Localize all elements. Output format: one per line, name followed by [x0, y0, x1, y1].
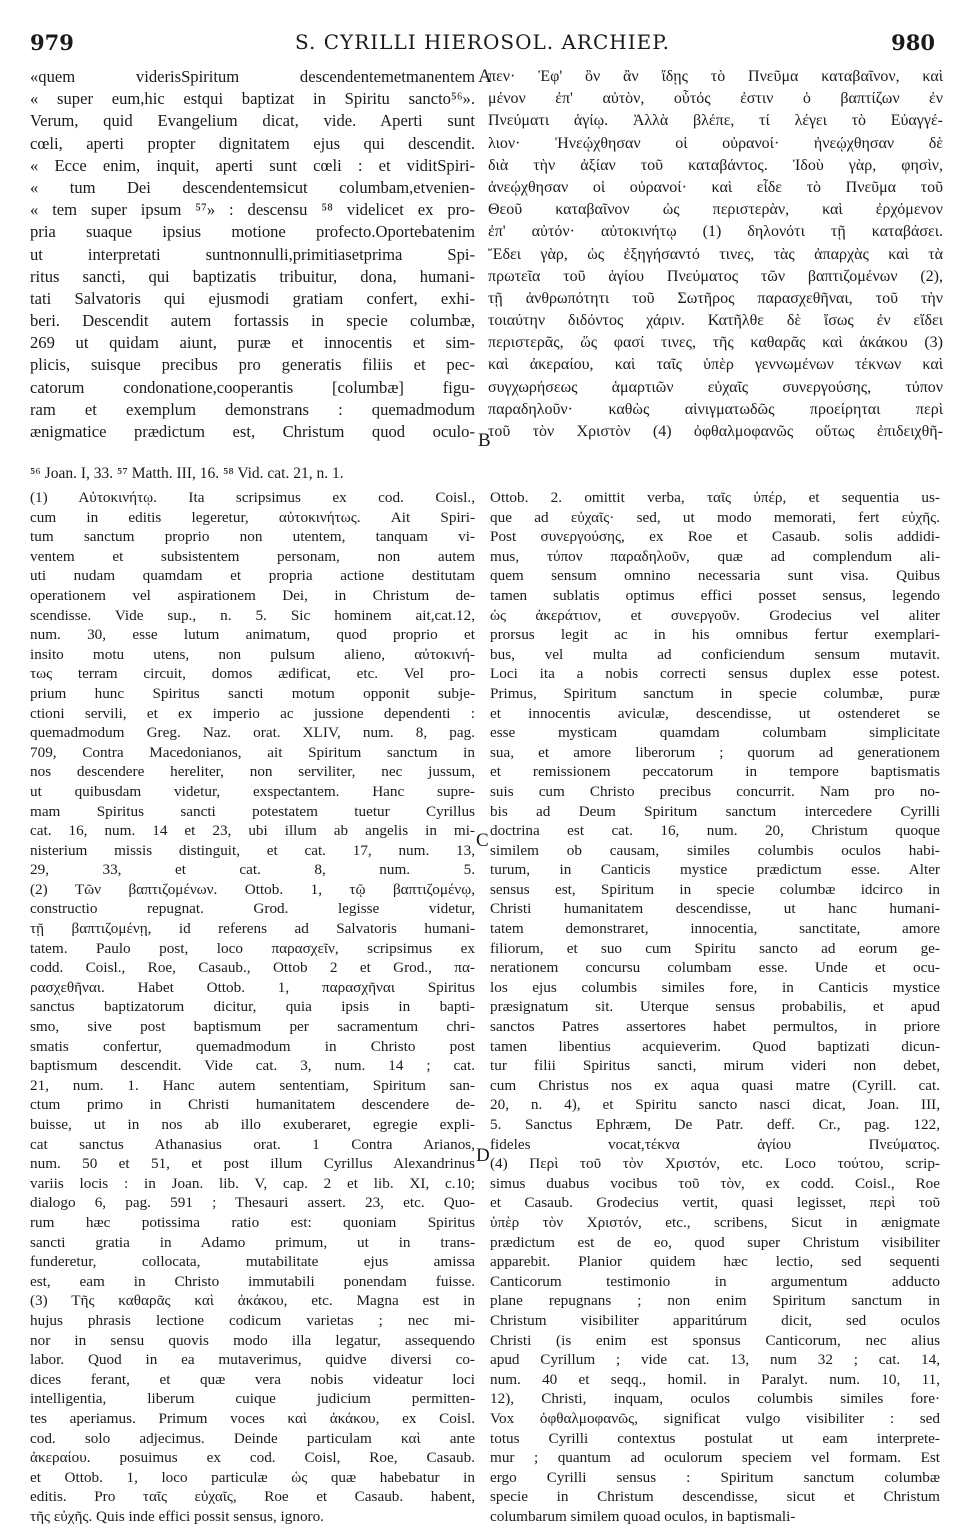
note-line: ὡς ἀκεράτιον, et συνεργοῦν. Grodecius vel aliter [490, 606, 940, 624]
latin-text-line: ritus sancti, qui baptizatis tribuitur, dona, humani- [30, 266, 475, 286]
note-line: bis ad Deum Spiritum sanctum intercedere Cyrilli [490, 802, 940, 820]
greek-text-line: ἀνεῴχθησαν οἱ οὐρανοί· καὶ εἶδε τὸ Πνεῦμα τοῦ [488, 178, 943, 196]
note-line: ctioni servili, et ex imperio ac jussione dependenti : [30, 704, 475, 722]
note-line: similem ob causam, similes columbis oculos habi- [490, 841, 940, 859]
note-line: funderetur, collocata, mutabilitate ejus amissa [30, 1253, 475, 1271]
margin-letter-b: B [478, 430, 491, 451]
note-line: Primus, Spiritum sanctum in specie columbæ, puræ [490, 684, 940, 702]
latin-text-line: 269 ut quidam aiunt, puræ et innocentis et sim- [30, 333, 475, 353]
latin-text-line: pria suaque ipsius motione profecto.Oportebatenim [30, 222, 475, 242]
greek-text-line: Ἔδει γὰρ, ὡς ἐξηγήσαντό τινες, τὰς ἀπαρχὰς καὶ τὰ [488, 245, 943, 263]
note-line: tum sanctum proprio non utentem, tanquam vi- [30, 528, 475, 546]
note-line: nos descendere hereliter, non serviliter, nec jussum, [30, 763, 475, 781]
latin-text-line: ram et exemplum demonstrans : quemadmodum [30, 399, 475, 419]
greek-text-line: παραδηλοῦν· καθὼς αἰνιγματωδῶς προείρηται περὶ [488, 400, 943, 418]
note-line: los ejus columbis similes fore, in Canticis mystice [490, 978, 940, 996]
note-line: doctrina est cat. 16, num. 20, Christum quoque [490, 822, 940, 840]
notes-left-column [30, 488, 475, 1526]
note-line: sanctos Patres assertores habet permultos, in priore [490, 1018, 940, 1036]
note-line: Vox ὀφθαλμοφανῶς, significat vulgo visibiliter : sed [490, 1409, 940, 1427]
note-line: ἀκεραίου. posuimus ex cod. Coisl, Roe, Casaub. [30, 1449, 475, 1467]
note-line: fideles vocat,τέκνα ἁγίου Πνεύματος. [490, 1135, 940, 1153]
note-line: operationem vel aspirationem Dei, in Christum de- [30, 586, 475, 604]
note-line: Ottob. 2. omittit verba, ταῖς ὑπέρ, et sequentia us- [490, 489, 940, 506]
note-line: cat sanctus Athanasius orat. 1 Contra Arianos, [30, 1135, 475, 1153]
note-line: 5. Sanctus Ephræm, De Patr. deff. Cr., pag. 122, [490, 1116, 940, 1133]
margin-letter-c: C [476, 830, 489, 851]
note-line: apud Cyrillum ; vide cat. 13, num 32 ; cat. 14, [490, 1351, 940, 1369]
note-line: 21, num. 1. Hanc autem sententiam, Spiritum san- [30, 1076, 475, 1094]
note-line: tatem. Paulo post, loco παρασχεῖν, scripsimus ex [30, 939, 475, 957]
greek-text-line: καὶ ἀκεραίου, καὶ ταῖς ὑπὲρ γεννωμένων τέκνων καὶ [488, 356, 943, 374]
latin-text-line: «quem viderisSpiritum descendentemetmanentem [30, 67, 475, 86]
note-line: simus duabus vocibus τοῦ τὸν, ex codd. Coisl., Roe [490, 1174, 940, 1192]
latin-text-line: beri. Descendit autem fortassis in specie columbæ, [30, 311, 475, 331]
greek-text-line: πεν· Ἐφ' ὃν ἂν ἴδῃς τὸ Πνεῦμα καταβαῖνον, καὶ [488, 68, 943, 85]
note-line: num. 50 et 51, et post illum Cyrillus Alexandrinus [30, 1155, 475, 1173]
note-line: insito motu utens, non pulsum alieno, αὐτοκινή- [30, 645, 475, 663]
note-line: cum Christus nos ex aqua quasi matre (Cyrill. cat. [490, 1076, 940, 1094]
page-number-left: 979 [30, 30, 74, 55]
latin-text-line: cœli, aperti propter dignitatem ejus qui descendit. [30, 133, 475, 153]
note-line: labor. Quod in ea mutaverimus, quidve diversi co- [30, 1351, 475, 1369]
running-title: S. CYRILLI HIEROSOL. ARCHIEP. [295, 30, 670, 54]
note-line: ergo Cyrilli sensus : Spiritum sanctum columbæ [490, 1468, 940, 1486]
note-line: (1) Αὐτοκινήτῳ. Ita scripsimus ex cod. Coisl., [30, 489, 475, 506]
notes-right-column [490, 488, 940, 1526]
note-line: mus, τύπον παραδηλοῦν, quæ ad complendum ali- [490, 547, 940, 565]
note-line: dices ferant, et quæ vera nobis videatur loci [30, 1370, 475, 1388]
note-line: 709, Contra Macedonianos, ait Spiritum sanctum in [30, 743, 475, 761]
note-line: tes aperiamus. Primum voces καὶ ἀκάκου, ex Coisl. [30, 1409, 475, 1427]
margin-letter-a: A [478, 66, 492, 87]
note-line: cat. 16, num. 14 et 23, ubi illum ab angelis in mi- [30, 822, 475, 840]
note-line: suis cum Christo precibus concurrit. Nam pro no- [490, 782, 940, 800]
note-line: esse mysticam quamdam columbam simplicitate [490, 724, 940, 742]
note-line: buisse, ut in nos ab illo exuberaret, egregie expli- [30, 1116, 475, 1133]
note-line: turum, in Canticis mystice prædictum esse. Alter [490, 861, 940, 879]
note-line: et Ottob. 1, loco particulæ ὡς quæ habebatur in [30, 1468, 475, 1486]
main-text-footnotes: ⁵⁶ Joan. I, 33. ⁵⁷ Matth. III, 16. ⁵⁸ Vid. cat. 21, n. 1. [30, 465, 344, 482]
latin-text-line: « tem super ipsum ⁵⁷» : descensu ⁵⁸ videlicet ex pro- [30, 200, 475, 220]
note-line: Christi (is enim est sponsus Canticorum, nec alius [490, 1331, 940, 1349]
note-line: ὑπὲρ τὸν Χριστόν, etc., scribens, Sicut in ænigmate [490, 1213, 940, 1231]
note-line: est, eam in Christo immutabili ponendam fuisse. [30, 1272, 475, 1290]
note-line: sancti gratia in Adamo primum, ut in trans- [30, 1233, 475, 1251]
note-line: editis. Pro ταῖς εὐχαῖς, Roe et Casaub. habent, [30, 1488, 475, 1506]
note-line: Canticorum testimonio in argumentum adducto [490, 1272, 940, 1290]
note-line: nisterium missis distinguit, et cat. 17, num. 13, [30, 841, 475, 859]
note-line: et innocentis aviculæ, descendisse, ut ostenderet se [490, 704, 940, 722]
latin-text-line: « super eum,hic estqui baptizat in Spiritu sancto⁵⁶». [30, 89, 475, 109]
note-line: tur filii Spiritus sancti, mirum videri non debet, [490, 1057, 940, 1075]
note-line: plane repugnans ; non enim Spiritum sanctum in [490, 1292, 940, 1310]
margin-letter-d: D [476, 1145, 490, 1166]
note-line: tatem demonstraret, innocentia, sanctitate, amore [490, 920, 940, 938]
note-line: ρασχεθῆναι. Habet Ottob. 1, παρασχῆναι Spiritus [30, 978, 475, 996]
greek-text-line: διὰ τὴν ἀξίαν τοῦ καταβάντος. Ἰδοὺ γὰρ, φησὶν, [488, 156, 943, 174]
note-line: smo, sive post baptismum per sacramentum chri- [30, 1018, 475, 1036]
note-line: et remissionem peccatorum in tempore baptismatis [490, 763, 940, 781]
note-line: mam Spiritus sancti potestatem tuetur Cyrillus [30, 802, 475, 820]
note-line: totus Cyrilli contextus postulat ut eam interprete- [490, 1429, 940, 1447]
greek-text-line: τοῦ τὸν Χριστὸν (4) ὀφθαλμοφανῶς οὕτως ἐπιδειχθῆ- [488, 423, 943, 440]
note-line: apparebit. Planior quidem hæc lectio, sed sequenti [490, 1253, 940, 1271]
greek-text-line: περιστερᾶς, ὥς φασί τινες, τῆς καθαρᾶς καὶ ἀκάκου (3) [488, 334, 943, 352]
note-line: cod. solo adjecimus. Deinde particulam καὶ ante [30, 1429, 475, 1447]
note-line: variis locis : in Joan. lib. V, cap. 2 et lib. XI, c.10; [30, 1174, 475, 1192]
note-line: tamen sublatis optimus effici posset sensus, legendo [490, 586, 940, 604]
greek-text-line: ἐπ' αὐτόν· αὐτοκινήτῳ (1) δηλονότι τῇ καταβάσει. [488, 223, 943, 241]
page-number-right: 980 [891, 30, 935, 55]
note-line: quemadmodum Greg. Naz. orat. XLIV, num. 8, pag. [30, 724, 475, 742]
note-line: quem sensum omnino necessaria sunt visa. Quibus [490, 567, 940, 585]
note-line: (4) Περὶ τοῦ τὸν Χριστόν, etc. Loco τούτου, scrip- [490, 1155, 940, 1173]
note-line: prædictum est de eo, quod super Christum visibiliter [490, 1233, 940, 1251]
latin-text-line: « Ecce enim, inquit, aperti sunt cœli : et viditSpiri- [30, 155, 475, 175]
note-line: 12), Christi, inquam, oculos columbis similes fore· [490, 1390, 940, 1408]
note-line: codd. Coisl., Roe, Casaub., Ottob 2 et Grod., πα- [30, 959, 475, 977]
note-line: prium hunc Spiritus sancti motum opponit subje- [30, 684, 475, 702]
note-line: nerationem concursu columbam esse. Unde et ocu- [490, 959, 940, 977]
note-line: intelligentia, liberum cuique judicium permitten- [30, 1390, 475, 1408]
note-line: tamen libentius acquieverim. Quod baptizati dicun- [490, 1037, 940, 1055]
latin-text-line: plicis, suisque precibus pro generatis filiis et pec- [30, 355, 475, 375]
note-line: specie in Christum descendisse, sicut et Christum [490, 1488, 940, 1506]
note-line: filiorum, et suo cum Spiritu sancto ad eorum ge- [490, 939, 940, 957]
latin-translation-column [30, 66, 475, 443]
latin-text-line: catorum condonatione,cooperantis [columbæ] figu- [30, 377, 475, 397]
note-line: τως terram circuit, domos ædificat, etc. Vel pro- [30, 665, 475, 683]
note-line: τῇ βαπτιζομένῃ, id referens ad Salvatoris humani- [30, 920, 475, 938]
note-line: sensus est, Spiritum in specie columbæ idcirco in [490, 880, 940, 898]
note-line: τῆς εὐχῆς. Quis inde effici possit sensus, ignoro. [30, 1507, 324, 1525]
greek-text-line: λιον· Ἠνεῴχθησαν οἱ οὐρανοί· ἠνεῴχθησαν δὲ [488, 134, 943, 152]
note-line: 29, 33, et cat. 8, num. 5. [30, 861, 475, 879]
note-line: sua, et amore liberorum ; quorum ad generationem [490, 743, 940, 761]
note-line: prorsus legit ac in his omnibus fertur exemplari- [490, 626, 940, 644]
latin-text-line: ut interpretati suntnonnulli,primitiasetprima Spi- [30, 244, 475, 264]
note-line: cum in editis legeretur, αὐτοκινήτως. Ait Spiri- [30, 508, 475, 526]
note-line: hujus phrasis lectione codicum varietas ; nec mi- [30, 1311, 475, 1329]
latin-text-line: « tum Dei descendentemsicut columbam,etvenien- [30, 177, 475, 197]
note-line: dialogo 6, pag. 591 ; Thesauri assert. 23, etc. Quo- [30, 1194, 475, 1212]
note-line: (2) Τῶν βαπτιζομένων. Ottob. 1, τῷ βαπτιζομένῳ, [30, 880, 475, 898]
note-line: columbarum similem quoad oculos, in baptismali- [490, 1507, 796, 1525]
note-line: Post συνεργούσης, ex Roe et Casaub. solis addidi- [490, 528, 940, 546]
greek-text-line: Πνεύματι ἁγίῳ. Ἀλλὰ βλέπε, τί λέγει τὸ Εὐαγγέ- [488, 112, 943, 130]
latin-text-line: Verum, quid Evangelium dicat, vide. Aperti sunt [30, 111, 475, 131]
note-line: Loci ita a nobis correcti sensus duplex esse potest. [490, 665, 940, 683]
latin-text-line: ænigmatice prædictum est, Christum quod oculo- [30, 422, 475, 441]
note-line: num. 30, esse lutum animatum, quod proprio et [30, 626, 475, 644]
note-line: sanctus baptizatorum dicitur, quia ipsis in bapti- [30, 998, 475, 1016]
greek-text-line: πρωτεῖα τοῦ ἁγίου Πνεύματος τῶν βαπτιζομένων (2), [488, 267, 943, 285]
greek-text-line: μένον ἐπ' αὐτὸν, οὗτός ἐστιν ὁ βαπτίζων ἐν [488, 90, 943, 108]
greek-text-column [488, 66, 943, 443]
latin-text-line: tati Salvatoris qui ejusmodi gratiam confert, exhi- [30, 288, 475, 308]
greek-text-line: Θεοῦ καταβαῖνον ὡς περιστερὰν, καὶ ἐρχόμενον [488, 201, 943, 219]
note-line: mur ; quantum ad oculorum speciem vel formam. Est [490, 1449, 940, 1467]
note-line: que ad εὐχαῖς· sed, ut modo memorati, fert εὐχῆς. [490, 508, 940, 526]
note-line: Christi humanitatem descendisse, ut hanc humani- [490, 900, 940, 918]
note-line: rum hæc potissima ratio est: quoniam Spiritus [30, 1213, 475, 1231]
note-line: baptismum descendit. Vide cat. 3, num. 14 ; cat. [30, 1057, 475, 1075]
note-line: et Casaub. Grodecius vertit, quasi legisset, περὶ τοῦ [490, 1194, 940, 1212]
note-line: ctum primo in Christi humanitatem descendere de- [30, 1096, 475, 1114]
greek-text-line: τοιαύτην διδόντος χάριν. Κατῆλθε δὲ ἴσως ἐν εἴδει [488, 312, 943, 330]
note-line: ut quibusdam videtur, exspectantem. Hanc supre- [30, 782, 475, 800]
greek-text-line: συγχωρήσεως ἁμαρτιῶν εὐχαῖς συνεργούσης, τύπον [488, 378, 943, 396]
note-line: ventem et subsistentem personam, non autem [30, 547, 475, 565]
note-line: nor in sensu quovis modo illa legatur, assequendo [30, 1331, 475, 1349]
greek-text-line: τῇ ἀνθρωπότητι τοῦ Σωτῆρος παρασχεθῆναι, τοῦ τὴν [488, 289, 943, 307]
note-line: scendisse. Vide sup., n. 5. Sic hominem ait,cat.12, [30, 606, 475, 624]
note-line: constructio repugnat. Grod. legisse videtur, [30, 900, 475, 918]
note-line: præsignatum sit. Uterque sensus probabilis, et apud [490, 998, 940, 1016]
note-line: uti nudam quamdam et propria actione destitutam [30, 567, 475, 585]
note-line: (3) Τῆς καθαρᾶς καὶ ἀκάκου, etc. Magna est in [30, 1292, 475, 1310]
note-line: bus, vel multa ad conficiendum sensum mutavit. [490, 645, 940, 663]
note-line: smatis confertur, quemadmodum in Christo post [30, 1037, 475, 1055]
page-header [30, 30, 935, 58]
note-line: Christum visibiliter apparitúrum dicit, sed oculos [490, 1311, 940, 1329]
note-line: num. 40 et seqq., homil. in Paralyt. num. 10, 11, [490, 1370, 940, 1388]
note-line: 20, n. 4), et Spiritu sancto nasci dicat, Joan. III, [490, 1096, 940, 1114]
